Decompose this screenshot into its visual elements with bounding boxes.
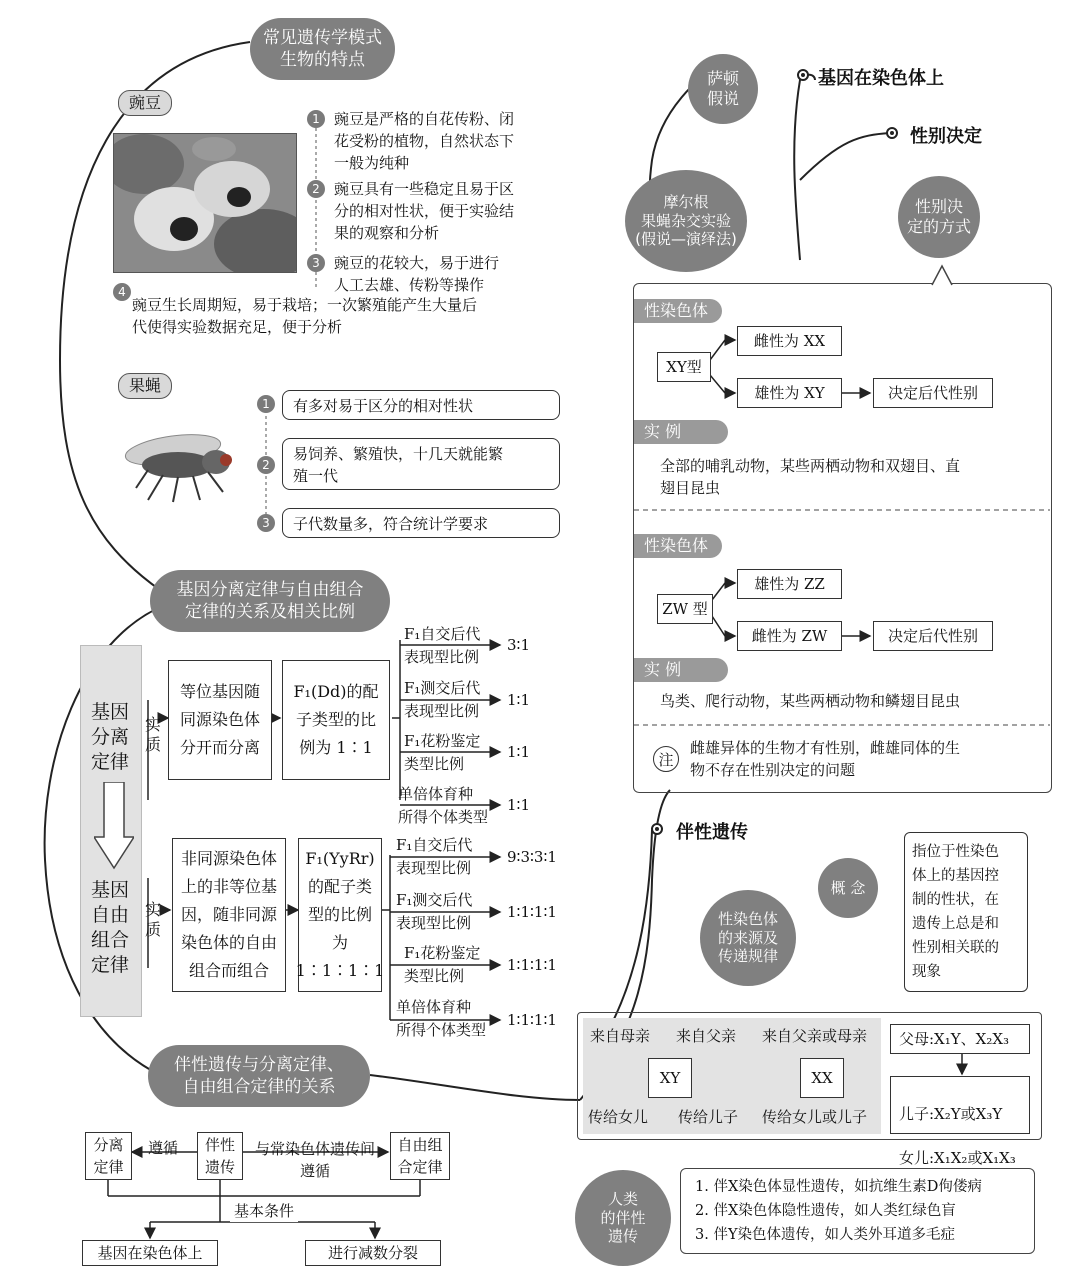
xy-chromosome-tag: 性染色体 <box>634 299 722 323</box>
relation-free-box: 自由组 合定律 <box>390 1132 450 1180</box>
seg-row-1-label: F₁自交后代 表现型比例 <box>404 625 481 666</box>
free-row-4-ratio: 1∶1∶1∶1 <box>507 1011 557 1029</box>
from-father: 来自父亲 <box>676 1027 737 1045</box>
free-row-2-ratio: 1∶1∶1∶1 <box>507 903 557 921</box>
from-mother: 来自母亲 <box>590 1027 651 1045</box>
pea-tag: 豌豆 <box>118 90 172 116</box>
xy-example-tag: 实 例 <box>634 420 728 444</box>
seg-row-4-ratio: 1∶1 <box>507 796 530 814</box>
zw-type-box: ZW 型 <box>657 594 713 624</box>
human-item-2: 2. 伴X染色体隐性遗传，如人类红绿色盲 <box>695 1203 956 1219</box>
chromosome-source-bubble: 性染色体 的来源及 传递规律 <box>700 890 796 986</box>
free-row-3-ratio: 1∶1∶1∶1 <box>507 956 557 974</box>
xx-chromosome-box: XX <box>800 1058 844 1098</box>
xy-male-box: 雄性为 XY <box>737 378 842 408</box>
free-row-2-label: F₁测交后代 表现型比例 <box>396 891 473 932</box>
children-box <box>890 1076 1030 1167</box>
xy-chromosome-box: XY <box>648 1058 692 1098</box>
concept-text: 指位于性染色 体上的基因控 制的性状，在 遗传上总是和 性别相关联的 现象 <box>912 844 999 980</box>
seg-row-3-label: F₁花粉鉴定 类型比例 <box>404 732 481 773</box>
zw-male-box: 雄性为 ZZ <box>737 569 842 599</box>
seg-row-2-label: F₁测交后代 表现型比例 <box>404 679 481 720</box>
xy-type-box: XY型 <box>657 352 711 382</box>
fly-point-2-box: 易饲养、繁殖快，十几天就能繁 殖一代 <box>282 438 560 490</box>
segregation-law-label: 基因 分离 定律 <box>90 701 129 773</box>
human-item-3: 3. 伴Y染色体遗传，如人类外耳道多毛症 <box>695 1227 956 1243</box>
from-father-or-mother: 来自父亲或母亲 <box>762 1027 868 1045</box>
zw-example-text: 鸟类、爬行动物，某些两栖动物和鳞翅目昆虫 <box>660 692 961 710</box>
relation-follow-2: 与常染色体遗传间 遵循 <box>254 1140 375 1180</box>
note-text: 雌雄异体的生物才有性别，雌雄同体的生 物不存在性别决定的问题 <box>690 739 961 779</box>
relation-sexlinked-box: 伴性 遗传 <box>197 1132 243 1180</box>
note-icon: 注 <box>653 746 679 772</box>
human-item-1: 1. 伴X染色体显性遗传，如抗维生素D佝偻病 <box>695 1179 982 1195</box>
zw-female-box: 雌性为 ZW <box>737 621 842 651</box>
fly-point-3-number: 3 <box>257 514 275 532</box>
to-son: 传给儿子 <box>678 1108 739 1126</box>
xy-example-text: 全部的哺乳动物，某些两栖动物和双翅目、直 翅目昆虫 <box>660 457 961 497</box>
sex-determination-way-bubble: 性别决 定的方式 <box>898 176 980 258</box>
xy-female-box: 雌性为 XX <box>737 326 842 356</box>
seg-row-1-ratio: 3∶1 <box>507 636 530 654</box>
sex-determination-node <box>886 127 898 139</box>
free-row-1-label: F₁自交后代 表现型比例 <box>396 836 473 877</box>
sexlinked-relation-title-bubble: 伴性遗传与分离定律、 自由组合定律的关系 <box>148 1045 370 1107</box>
human-sexlinked-bubble: 人类 的伴性 遗传 <box>575 1170 671 1266</box>
pea-point-3-text: 豌豆的花较大，易于进行 人工去雄、传粉等操作 <box>334 254 500 294</box>
pea-point-1-text: 豌豆是严格的自花传粉、闭 花受粉的植物，自然状态下 一般为纯种 <box>334 110 515 172</box>
to-daughter: 传给女儿 <box>588 1108 649 1126</box>
sexlinked-heading: 伴性遗传 <box>676 822 748 843</box>
pea-point-4-number: 4 <box>113 283 131 301</box>
free-combination-law-label: 基因 自由 组合 定律 <box>90 879 129 976</box>
pea-point-4-text: 豌豆生长周期短，易于栽培；一次繁殖能产生大量后 代使得实验数据充足，便于分析 <box>132 296 478 336</box>
relation-follow-1: 遵循 <box>148 1139 179 1157</box>
fly-tag: 果蝇 <box>118 373 172 399</box>
seg-gamete-box: F₁(Dd)的配 子类型的比 例为 1∶1 <box>282 660 390 780</box>
parents-box: 父母:X₁Y、X₂X₃ <box>890 1024 1030 1054</box>
fruit-fly-illustration <box>118 420 258 505</box>
fly-point-1-box: 有多对易于区分的相对性状 <box>282 390 560 420</box>
pea-flower-photo <box>113 133 297 273</box>
seg-essence-box: 等位基因随 同源染色体 分开而分离 <box>168 660 272 780</box>
patterns-title-bubble: 常见遗传学模式 生物的特点 <box>250 18 395 80</box>
sex-determination-heading: 性别决定 <box>910 126 982 147</box>
free-essence-box: 非同源染色体 上的非等位基 因，随非同源 染色体的自由 组合而组合 <box>172 838 286 992</box>
to-daughter-or-son: 传给女儿或儿子 <box>762 1108 868 1126</box>
concept-bubble: 概 念 <box>818 858 878 918</box>
zw-chromosome-tag: 性染色体 <box>634 534 722 558</box>
box-pointer <box>930 264 954 290</box>
gene-on-chromosome-node <box>797 69 809 81</box>
free-essence-label: 实 质 <box>145 900 162 939</box>
sutton-hypothesis-bubble: 萨顿 假说 <box>688 54 758 124</box>
seg-row-2-ratio: 1∶1 <box>507 691 530 709</box>
relation-segregation-box: 分离 定律 <box>85 1132 132 1180</box>
fly-point-1-number: 1 <box>257 395 275 413</box>
down-arrow-icon <box>94 782 134 874</box>
relation-basic-condition: 基本条件 <box>230 1200 298 1222</box>
sexlinked-node <box>651 823 663 835</box>
son-genotype: 儿子:X₂Y或X₃Y <box>899 1105 1003 1123</box>
seg-essence-label: 实 质 <box>145 715 162 754</box>
pea-point-3-number: 3 <box>307 254 325 272</box>
pea-point-2-number: 2 <box>307 180 325 198</box>
free-row-1-ratio: 9∶3∶3∶1 <box>507 848 557 866</box>
condition-meiosis: 进行减数分裂 <box>305 1240 441 1266</box>
fly-point-2-number: 2 <box>257 456 275 474</box>
free-row-4-label: 单倍体育种 所得个体类型 <box>396 998 487 1039</box>
zw-decide-box: 决定后代性别 <box>873 621 993 651</box>
pea-point-1-number: 1 <box>307 110 325 128</box>
fly-point-3-box: 子代数量多，符合统计学要求 <box>282 508 560 538</box>
daughter-genotype: 女儿:X₁X₂或X₁X₃ <box>899 1149 1016 1167</box>
free-gamete-box: F₁(YyRr) 的配子类 型的比例 为 1∶1∶1∶1 <box>298 838 382 992</box>
pea-point-2-text: 豌豆具有一些稳定且易于区 分的相对性状，便于实验结 果的观察和分析 <box>334 180 515 242</box>
human-list-box <box>680 1168 1035 1254</box>
seg-row-3-ratio: 1∶1 <box>507 743 530 761</box>
zw-example-tag: 实 例 <box>634 658 728 682</box>
laws-relation-title-bubble: 基因分离定律与自由组合 定律的关系及相关比例 <box>150 570 390 632</box>
xy-decide-box: 决定后代性别 <box>873 378 993 408</box>
condition-gene-on-chromosome: 基因在染色体上 <box>82 1240 218 1266</box>
seg-row-4-label: 单倍体育种 所得个体类型 <box>398 785 489 826</box>
morgan-experiment-bubble: 摩尔根 果蝇杂交实验 (假说—演绎法) <box>625 170 747 272</box>
gene-on-chromosome-heading: 基因在染色体上 <box>818 68 944 89</box>
free-row-3-label: F₁花粉鉴定 类型比例 <box>404 944 481 985</box>
